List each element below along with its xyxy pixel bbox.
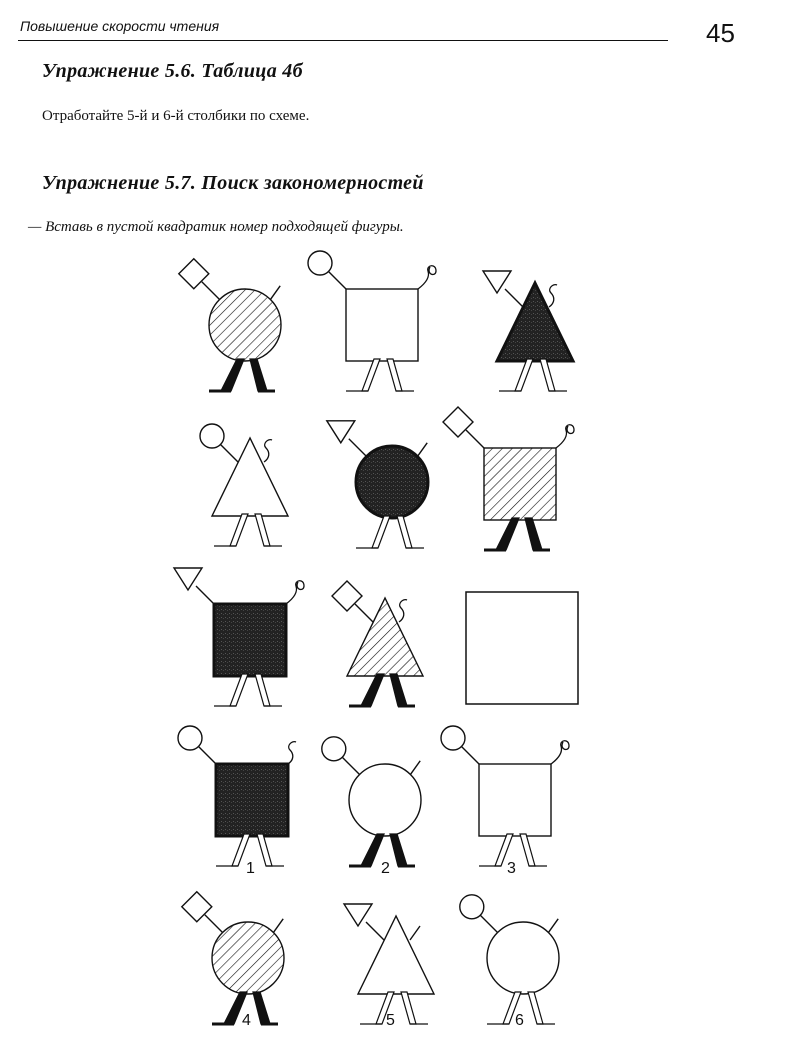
figure-r2c2: [327, 421, 428, 548]
page-number: 45: [706, 18, 735, 48]
figure-r1c3: [483, 271, 573, 391]
answer-label-1: 1: [246, 860, 255, 877]
figure-r3c1: [174, 568, 304, 706]
answer-label-3: 3: [507, 860, 516, 877]
running-header: Повышение скорости чтения: [20, 18, 220, 34]
answer-label-5: 5: [386, 1012, 395, 1029]
exercise-5-6-title: Упражнение 5.6. Таблица 4б: [42, 60, 303, 82]
answer-figure-4: [182, 892, 284, 1024]
figure-r1c1: [179, 259, 281, 391]
exercise-5-7-instruction: — Вставь в пустой квадратик номер подходящей фигуры.: [28, 219, 404, 235]
figure-r2c3: [443, 407, 574, 550]
answer-figure-1: [178, 726, 296, 866]
empty-answer-box[interactable]: [466, 592, 578, 704]
answer-figure-2: [322, 737, 421, 866]
answer-label-4: 4: [242, 1012, 251, 1029]
figure-r1c2: [308, 251, 436, 391]
answer-figure-5: [344, 904, 434, 1024]
figure-r2c1: [200, 424, 288, 546]
exercise-5-6-instruction: Отработайте 5-й и 6-й столбики по схеме.: [42, 108, 310, 124]
answer-figure-6: [460, 895, 559, 1024]
answer-figure-3: [441, 726, 569, 866]
answer-label-2: 2: [381, 860, 390, 877]
answer-label-6: 6: [515, 1012, 524, 1029]
figure-r3c2: [332, 581, 423, 706]
exercise-5-7-title: Упражнение 5.7. Поиск закономерностей: [42, 172, 424, 194]
